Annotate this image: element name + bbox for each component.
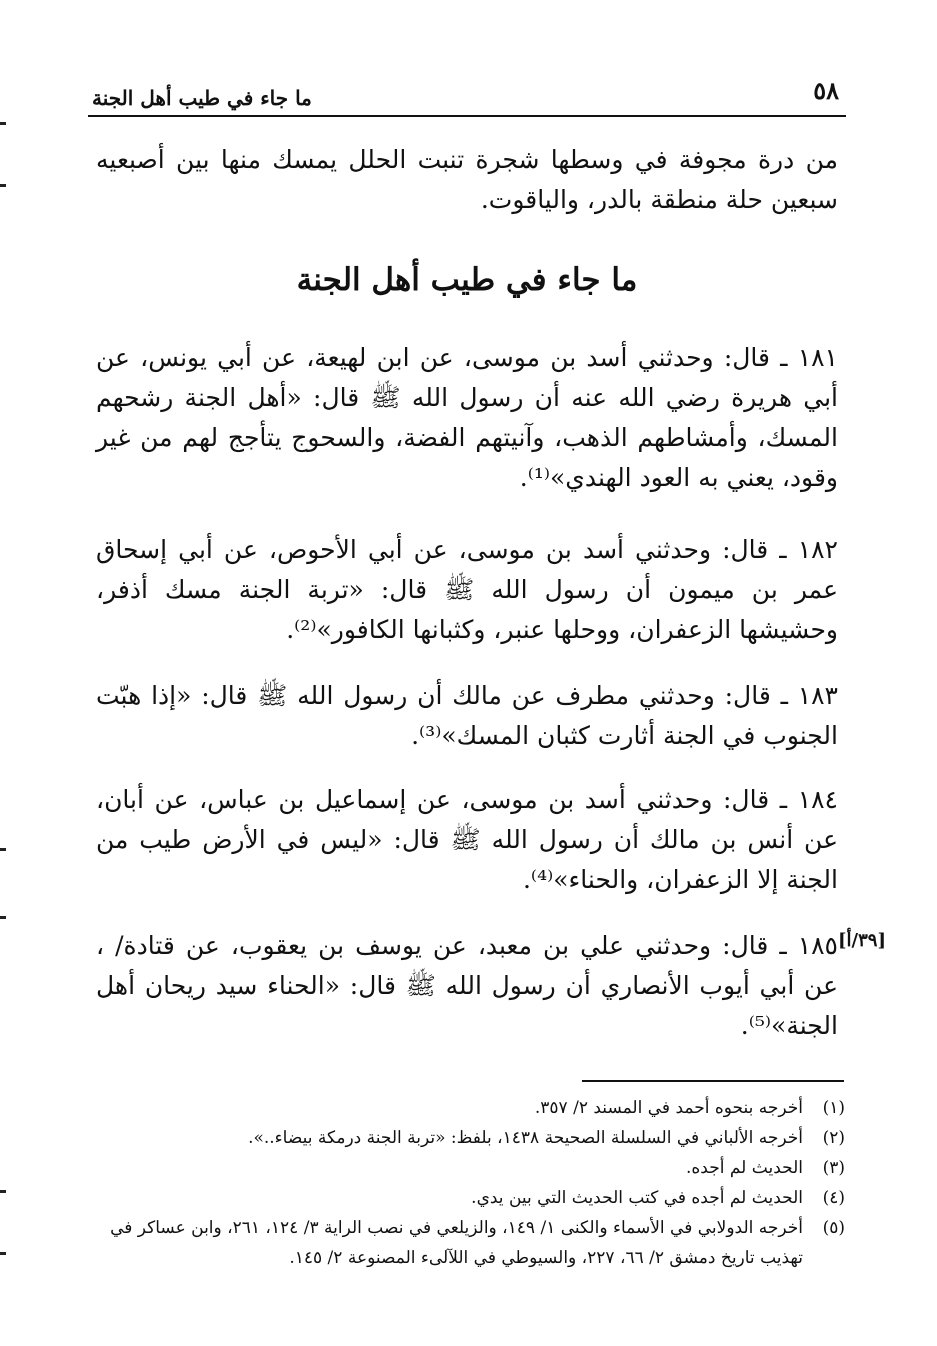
hadith-182: [96, 530, 838, 650]
hadith-181: [96, 338, 838, 498]
footnote-number: (٣): [822, 1158, 845, 1178]
intro-paragraph: [96, 140, 838, 220]
hadith-185: [96, 926, 838, 1046]
header-rule: [88, 115, 846, 117]
footnote-item: [100, 1123, 845, 1153]
hadith-text: ١٨٤ ـ قال: وحدثني أسد بن موسى، عن إسماعيل بن عباس، عن أبان، عن أنس بن مالك أن رسول الله ﷺ قال: «ليس في الأرض طيب من الجنة إلا الزعفران، والحناء»⁽⁴⁾.: [96, 785, 838, 894]
scan-edge-mark: [0, 916, 6, 919]
footnote-text: أخرجه بنحوه أحمد في المسند ٢/ ٣٥٧.: [534, 1098, 803, 1118]
scan-edge-mark: [0, 848, 6, 851]
hadith-184: [96, 780, 838, 900]
section-title: ما جاء في طيب أهل الجنة: [296, 262, 638, 298]
footnote-number: (٥): [822, 1218, 845, 1238]
scan-edge-mark: [0, 1252, 6, 1255]
footnote-text: أخرجه الدولابي في الأسماء والكنى ١/ ١٤٩، والزيلعي في نصب الراية ٣/ ١٢٤، ٢٦١، وابن عساكر في تهذيب تاريخ دمشق ٢/ ٦٦، ٢٢٧، والسيوطي في اللآلىء المصنوعة ٢/ ١٤٥.: [110, 1218, 803, 1268]
footnote-text: الحديث لم أجده.: [686, 1158, 803, 1178]
footnote-rule: [582, 1080, 844, 1082]
footnote-item: [100, 1213, 845, 1273]
footnote-item: [100, 1183, 845, 1213]
footnote-item: [100, 1153, 845, 1183]
hadith-text: ١٨١ ـ قال: وحدثني أسد بن موسى، عن ابن لهيعة، عن أبي يونس، عن أبي هريرة رضي الله عنه أن رسول الله ﷺ قال: «أهل الجنة رشحهم المسك، وأمشاطهم الذهب، وآنيتهم الفضة، والسحوج يتأجج لهم من غير وقود، يعني به العود الهندي»⁽¹⁾.: [96, 343, 838, 492]
manuscript-folio-marker: [٣٩/أ]: [838, 930, 886, 951]
footnote-number: (٤): [822, 1188, 845, 1208]
page-number: ٥٨: [813, 76, 839, 105]
footnote-text: أخرجه الألباني في السلسلة الصحيحة ١٤٣٨، بلفظ: «تربة الجنة درمكة بيضاء..».: [248, 1128, 803, 1148]
hadith-text: ١٨٢ ـ قال: وحدثني أسد بن موسى، عن أبي الأحوص، عن أبي إسحاق عمر بن ميمون أن رسول الله ﷺ قال: «تربة الجنة مسك أذفر، وحشيشها الزعفران، ووحلها عنبر، وكثبانها الكافور»⁽²⁾.: [96, 535, 838, 644]
footnote-number: (١): [822, 1098, 845, 1118]
hadith-text: ١٨٥ ـ قال: وحدثني علي بن معبد، عن يوسف بن يعقوب، عن قتادة/ ، عن أبي أيوب الأنصاري أن رسول الله ﷺ قال: «الحناء سيد ريحان أهل الجنة»⁽⁵⁾.: [96, 931, 838, 1040]
footnotes: [100, 1093, 845, 1273]
footnote-number: (٢): [822, 1128, 845, 1148]
hadith-text: ١٨٣ ـ قال: وحدثني مطرف عن مالك أن رسول الله ﷺ قال: «إذا هبّت الجنوب في الجنة أثارت كثبان المسك»⁽³⁾.: [96, 681, 838, 750]
running-title: ما جاء في طيب أهل الجنة: [92, 86, 312, 110]
scan-edge-mark: [0, 1190, 6, 1193]
intro-text: من درة مجوفة في وسطها شجرة تنبت الحلل يمسك منها بين أصبعيه سبعين حلة منطقة بالدر، والياقوت.: [96, 145, 838, 214]
footnote-text: الحديث لم أجده في كتب الحديث التي بين يدي.: [471, 1188, 803, 1208]
scan-edge-mark: [0, 184, 6, 187]
scan-edge-mark: [0, 122, 6, 125]
hadith-183: [96, 676, 838, 756]
footnote-item: [100, 1093, 845, 1123]
